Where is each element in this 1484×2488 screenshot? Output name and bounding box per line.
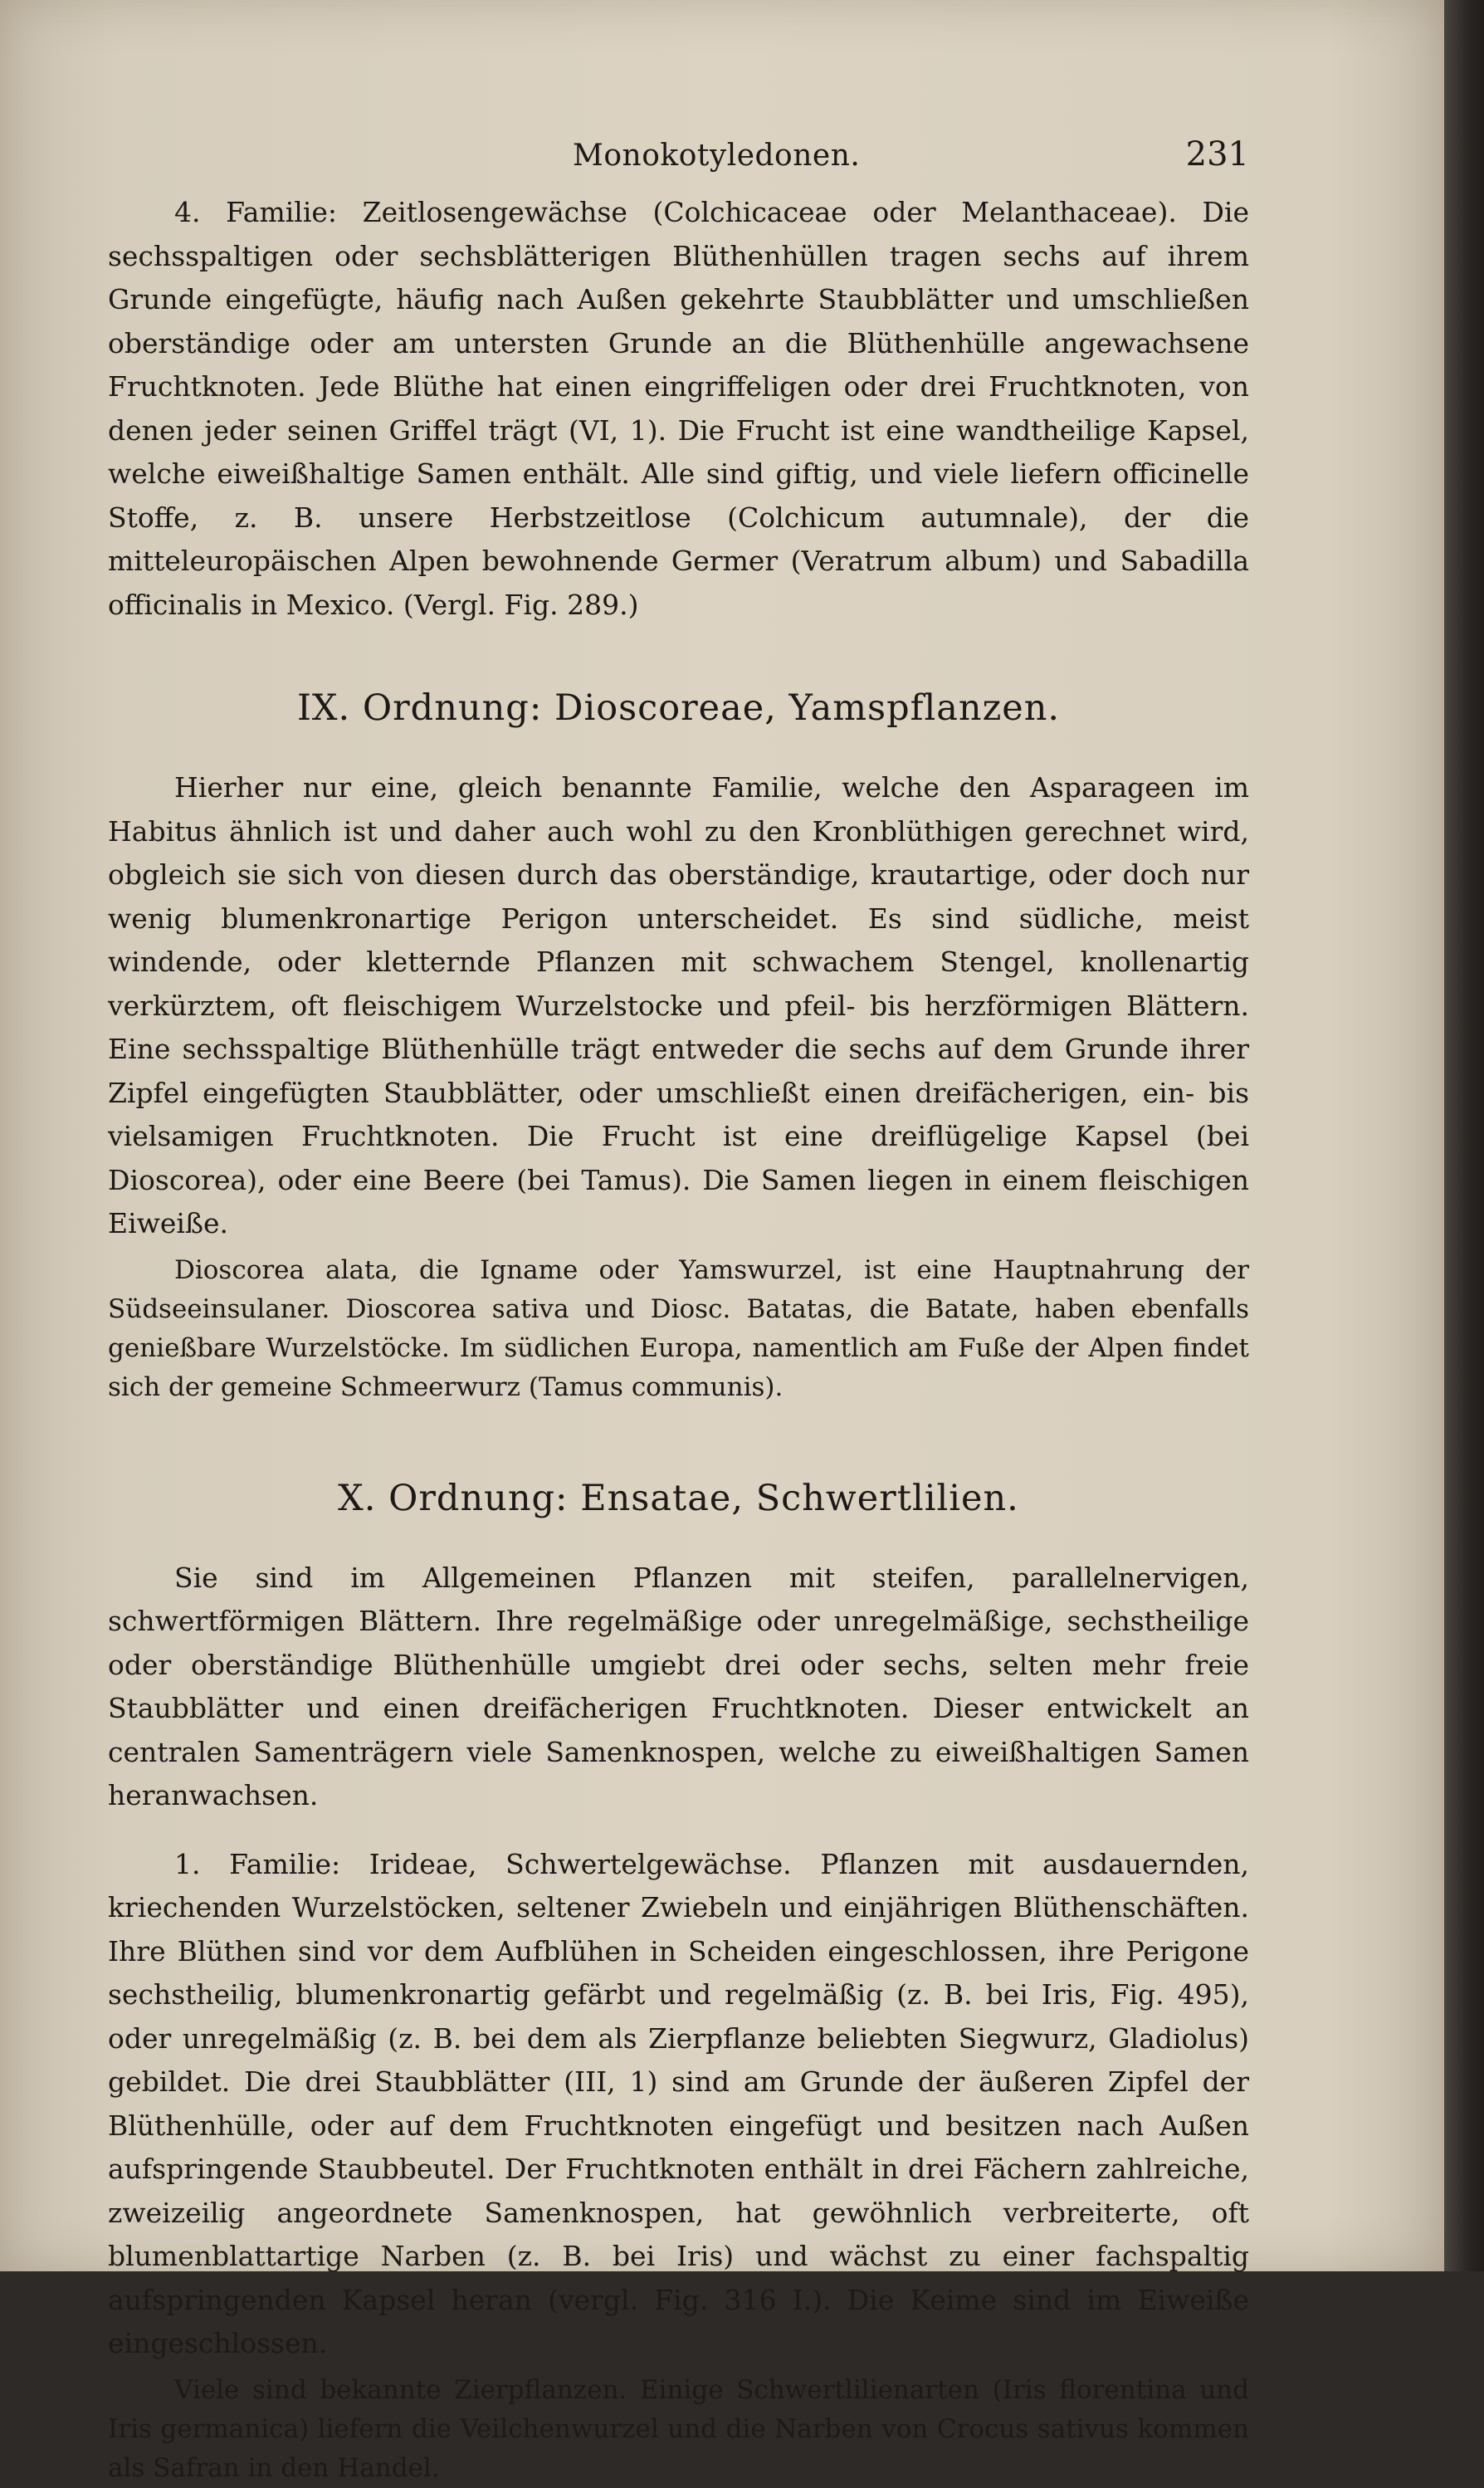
paragraph-irideae: 1. Familie: Irideae, Schwertelgewächse. Pflanzen mit ausdauernden, kriechenden Wurzelstöcken, seltener Zwiebeln und einjährigen Blüthenschäften. Ihre Blüthen sind vor dem Aufblühen in Scheiden eingeschlossen, ihre Perigone sechstheilig, blumenkronartig gefärbt und regelmäßig (z. B. bei Iris, Fig. 495), oder unregelmäßig (z. B. bei dem als Zierpflanze beliebten Siegwurz, Gladiolus) gebildet. Die drei Staubblätter (III, 1) sind am Grunde der äußeren Zipfel der Blüthenhülle, oder auf dem Fruchtknoten eingefügt und besitzen nach Außen aufspringende Staubbeutel. Der Fruchtknoten enthält in drei Fächern zahlreiche, zweizeilig angeordnete Samenknospen, hat gewöhnlich verbreiterte, oft blumenblattartige Narben (z. B. bei Iris) und wächst zu einer fachspaltig aufspringenden Kapsel heran (vergl. Fig. 316 I.). Die Keime sind im Eiweiße eingeschlossen.	[108, 1847, 1249, 2359]
paragraph-ensatae-description: Sie sind im Allgemeinen Pflanzen mit steifen, parallelnervigen, schwertförmigen Blättern. Ihre regelmäßige oder unregelmäßige, sechstheilige oder oberständige Blüthenhülle umgiebt drei oder sechs, selten mehr freie Staubblätter und einen dreifächerigen Fruchtknoten. Dieser entwickelt an centralen Samenträgern viele Samenknospen, welche zu eiweißhaltigen Samen heranwachsen.	[108, 1561, 1249, 1811]
section-title-ensatae: X. Ordnung: Ensatae, Schwertlilien.	[338, 1477, 1019, 1519]
paragraph-irideae-examples: Viele sind bekannte Zierpflanzen. Einige Schwertlilienarten (Iris florentina und Iris germanica) liefern die Veilchenwurzel und die Narben von Crocus sativus kommen als Safran in den Handel.	[108, 2374, 1249, 2483]
page-edge-shadow	[1444, 0, 1484, 2271]
section-title-dioscoreae: IX. Ordnung: Dioscoreae, Yamspflanzen.	[296, 687, 1061, 729]
paragraph-dioscoreae-examples: Dioscorea alata, die Igname oder Yamswurzel, ist eine Hauptnahrung der Südseeinsulaner. Dioscorea sativa und Diosc. Batatas, die Batate, haben ebenfalls genießbare Wurzelstöcke. Im südlichen Europa, namentlich am Fuße der Alpen findet sich der gemeine Schmeerwurz (Tamus communis).	[108, 1254, 1249, 1402]
paragraph-dioscoreae-description: Hierher nur eine, gleich benannte Familie, welche den Asparageen im Habitus ähnlich ist und daher auch wohl zu den Kronblüthigen gerechnet wird, obgleich sie sich von diesen durch das oberständige, krautartige, oder doch nur wenig blumenkronartige Perigon unterscheidet. Es sind südliche, meist windende, oder kletternde Pflanzen mit schwachem Stengel, knollenartig verkürztem, oft fleischigem Wurzelstocke und pfeil- bis herzförmigen Blättern. Eine sechsspaltige Blüthenhülle trägt entweder die sechs auf dem Grunde ihrer Zipfel eingefügten Staubblätter, oder umschließt einen dreifächerigen, ein- bis vielsamigen Fruchtknoten. Die Frucht ist eine dreiflügelige Kapsel (bei Dioscorea), oder eine Beere (bei Tamus). Die Samen liegen in einem fleischigen Eiweiße.	[108, 771, 1249, 1239]
running-head: Monokotyledonen.	[573, 139, 861, 173]
paragraph-colchicaceae: 4. Familie: Zeitlosengewächse (Colchicaceae oder Melanthaceae). Die sechsspaltigen oder sechsblätterigen Blüthenhüllen tragen sechs auf ihrem Grunde eingefügte, häufig nach Außen gekehrte Staubblätter und umschließen oberständige oder am untersten Grunde an die Blüthenhülle angewachsene Fruchtknoten. Jede Blüthe hat einen eingriffeligen oder drei Fruchtknoten, von denen jeder seinen Griffel trägt (VI, 1). Die Frucht ist eine wandtheilige Kapsel, welche eiweißhaltige Samen enthält. Alle sind giftig, und viele liefern officinelle Stoffe, z. B. unsere Herbstzeitlose (Colchicum autumnale), der die mitteleuropäischen Alpen bewohnende Germer (Veratrum album) und Sabadilla officinalis in Mexico. (Vergl. Fig. 289.)	[108, 196, 1249, 621]
page-header	[108, 133, 1249, 191]
page-number: 231	[1185, 135, 1249, 174]
page-content	[108, 133, 1249, 2488]
